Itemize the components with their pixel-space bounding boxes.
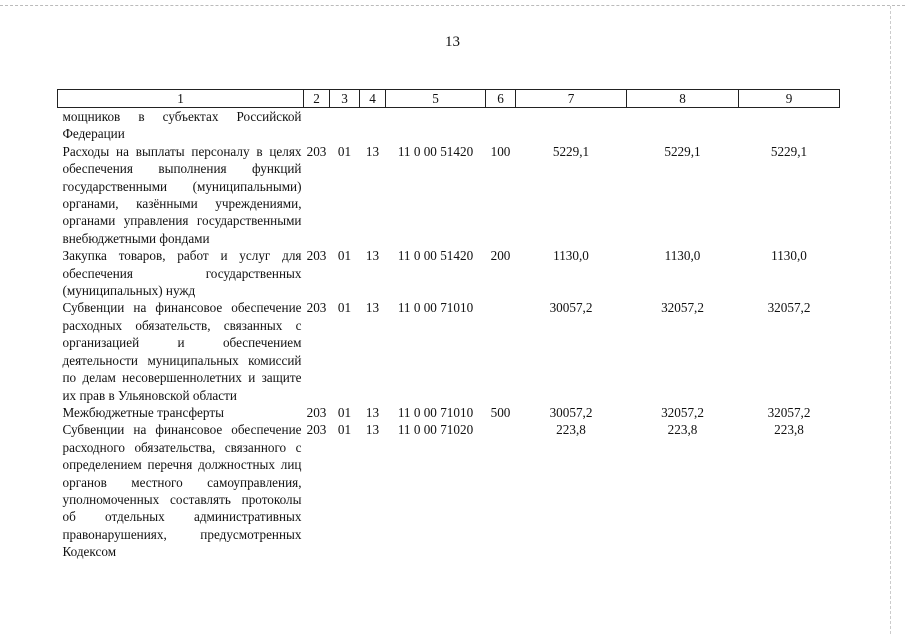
column-header-7: 7 [516,90,627,108]
cell-col-3: 01 [337,143,352,159]
cell-col-9: 32057,2 [767,404,811,420]
cell-col-5: 11 0 00 71020 [397,422,474,438]
cell-col-4: 13 [365,143,380,159]
cell-col-7: 1130,0 [553,248,589,264]
cell-col-4 [360,108,386,143]
cell-col-4: 13 [365,248,380,264]
cell-col-3: 01 [337,422,352,438]
cell-col-4: 13 [365,404,380,420]
cell-col-4: 13 [365,422,380,438]
cell-col-5 [386,108,486,143]
column-header-6: 6 [486,90,516,108]
column-header-3: 3 [330,90,360,108]
page-number: 13 [445,34,460,50]
header-row [58,90,840,108]
cell-col-6: 500 [490,404,511,420]
table-row [58,247,840,299]
cell-col-8 [627,108,739,143]
cell-col-2 [304,108,330,143]
column-header-2: 2 [304,90,330,108]
cell-col-6: 200 [490,248,511,264]
cell-col-2: 203 [306,143,327,159]
cell-col-3 [330,108,360,143]
cell-col-7 [516,108,627,143]
cell-col-3: 01 [337,248,352,264]
column-header-4: 4 [360,90,386,108]
cell-col-6 [486,299,516,403]
table-row [58,299,840,403]
cell-col-8: 32057,2 [661,404,704,420]
row-description: мощников в субъектах Российской Федерации [62,109,302,142]
row-description: Расходы на выплаты персоналу в целях обеспечения выполнения функций государственными (муниципальными) органами, казёнными учреждениями, органами управления государственными внебюджетными фондами [62,143,302,246]
cell-col-4: 13 [365,300,380,316]
table-row [58,421,840,560]
table-row [58,143,840,247]
cell-col-9 [739,108,840,143]
cell-col-9: 5229,1 [770,143,808,159]
cell-col-9: 1130,0 [771,248,807,264]
column-header-8: 8 [627,90,739,108]
cell-col-9: 32057,2 [767,300,811,316]
cell-col-5: 11 0 00 71010 [397,404,474,420]
scan-top-edge [0,5,905,6]
cell-col-6 [486,421,516,560]
cell-col-2: 203 [306,422,327,438]
cell-col-2: 203 [306,404,327,420]
budget-table [57,89,840,561]
cell-col-3: 01 [337,404,352,420]
column-header-9: 9 [739,90,840,108]
cell-col-8: 1130,0 [664,248,701,264]
cell-col-7: 5229,1 [552,143,590,159]
cell-col-5: 11 0 00 51420 [397,143,474,159]
column-header-1: 1 [58,90,304,108]
table-row [58,108,840,143]
row-description: Закупка товаров, работ и услуг для обеспечения государственных (муниципальных) нужд [62,248,302,299]
cell-col-7: 223,8 [556,422,586,438]
cell-col-8: 32057,2 [661,300,704,316]
table-row [58,404,840,421]
cell-col-9: 223,8 [774,422,804,438]
cell-col-5: 11 0 00 71010 [397,300,474,316]
cell-col-6: 100 [490,143,511,159]
cell-col-5: 11 0 00 51420 [397,248,474,264]
cell-col-7: 30057,2 [549,300,593,316]
cell-col-8: 5229,1 [664,143,701,159]
cell-col-8: 223,8 [667,422,698,438]
cell-col-6 [486,108,516,143]
column-header-5: 5 [386,90,486,108]
cell-col-7: 30057,2 [549,404,593,420]
row-description: Субвенции на финансовое обеспечение расходных обязательств, связанных с организацией и обеспечением деятельности муниципальных комиссий по делам несовершеннолетних и защите их прав в Ульяновской области [62,300,302,403]
cell-col-3: 01 [337,300,352,316]
cell-col-2: 203 [306,248,327,264]
scan-right-edge [890,6,891,634]
row-description: Субвенции на финансовое обеспечение расходного обязательства, связанного с определением перечня должностных лиц органов местного самоуправления, уполномоченных составлять протоколы об отдельных административных правонарушениях, предусмотренных Кодексом [62,422,302,560]
cell-col-2: 203 [306,300,327,316]
row-description: Межбюджетные трансферты [62,404,224,420]
